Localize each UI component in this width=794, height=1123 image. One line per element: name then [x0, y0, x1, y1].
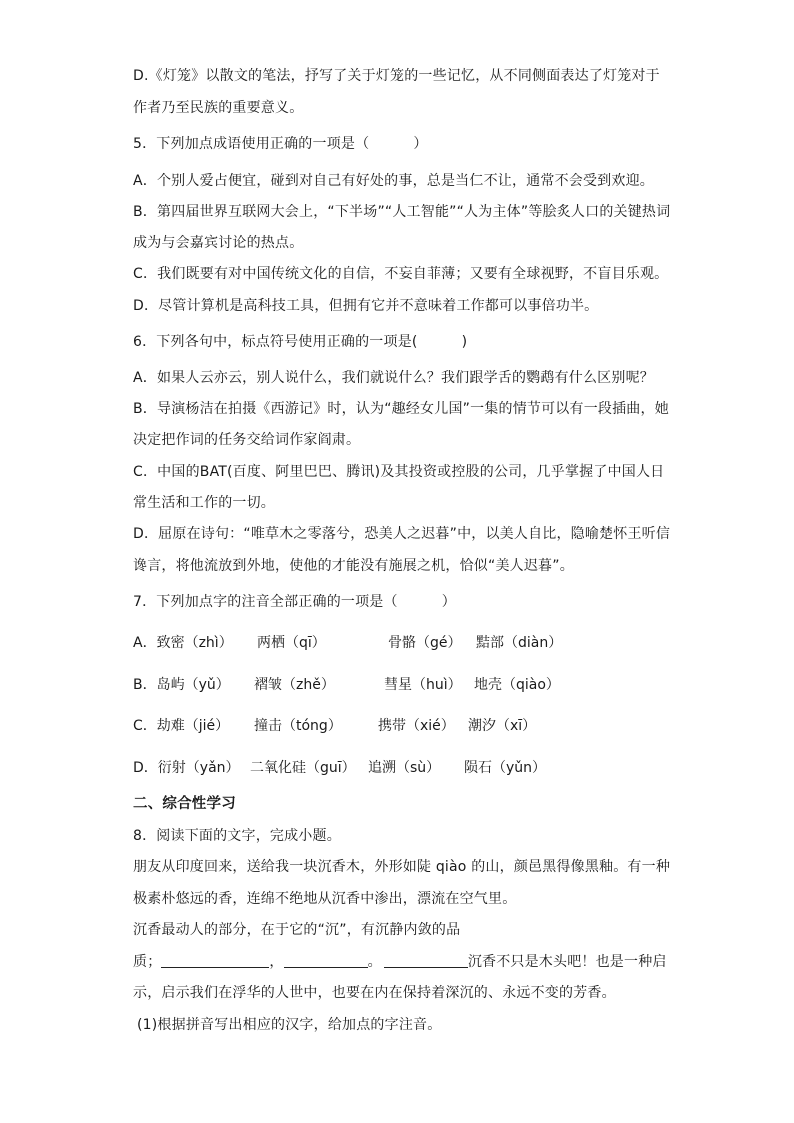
text-line: 决定把作词的任务交给词作家阎肃。: [133, 432, 361, 448]
fill-blank-line: 质； ， 。 沉香不只是木头吧！也是一种启: [133, 954, 667, 970]
option-item: 二氧化硅（guī）: [250, 760, 356, 776]
close-paren: ）: [441, 594, 456, 610]
option-item: C．劫难（jié）: [133, 718, 230, 734]
option-c: C．中国的BAT(百度、阿里巴巴、腾讯)及其投资或控股的公司，几乎掌握了中国人日: [133, 464, 665, 480]
question-5-stem: 5．下列加点成语使用正确的一项是（: [133, 136, 370, 152]
option-item: 潮汐（xī）: [468, 718, 537, 734]
text-line: 示，启示我们在浮华的人世中，也要在内在保持着深沉的、永远不变的芳香。: [133, 985, 616, 1001]
close-paren: ): [461, 334, 468, 350]
sub-question-1: (1)根据拼音写出相应的汉字，给加点的字注音。: [137, 1017, 442, 1033]
question-7-stem: 7．下列加点字的注音全部正确的一项是（: [133, 594, 398, 610]
question-6-stem: 6．下列各句中，标点符号使用正确的一项是(: [133, 334, 418, 350]
question-5: [133, 134, 428, 154]
option-a: A．如果人云亦云，别人说什么，我们就说什么？我们跟学舌的鹦鹉有什么区别呢？: [133, 370, 654, 386]
option-item: 骨骼（gé）: [388, 635, 462, 651]
option-item: 追溯（sù）: [368, 760, 441, 776]
option-item: 陨石（yǔn）: [464, 760, 547, 776]
option-item: 地壳（qiào）: [474, 677, 560, 693]
section-heading: 二、综合性学习: [133, 796, 236, 812]
option-item: B．岛屿（yǔ）: [133, 677, 230, 693]
option-item: 褶皱（zhě）: [254, 677, 335, 693]
option-item: D．衍射（yǎn）: [133, 760, 240, 776]
option-d: D．屈原在诗句：“唯草木之零落兮，恐美人之迟暮”中，以美人自比，隐喻楚怀王听信: [133, 526, 671, 542]
question-8: 8．阅读下面的文字，完成小题。: [133, 828, 341, 844]
close-paren: ）: [413, 136, 428, 152]
option-b: B．第四届世界互联网大会上，“下半场”“人工智能”“人为主体”等脍炙人口的关键热词: [133, 204, 671, 220]
option-item: 彗星（huì）: [384, 677, 462, 693]
blank-2[interactable]: [284, 953, 368, 968]
option-item: 撞击（tóng）: [254, 718, 342, 734]
option-item: 携带（xié）: [378, 718, 455, 734]
text-line: D.《灯笼》以散文的笔法，抒写了关于灯笼的一些记忆，从不同侧面表达了灯笼对于: [133, 68, 660, 84]
blank-3[interactable]: [384, 953, 468, 968]
blank-1[interactable]: [161, 953, 269, 968]
option-b: B．导演杨洁在拍摄《西游记》时，认为“趣经女儿国”一集的情节可以有一段插曲，她: [133, 401, 669, 417]
text-line: 谗言，将他流放到外地，使他的才能没有施展之机，恰似“美人迟暮”。: [133, 558, 574, 574]
text-line: 作者乃至民族的重要意义。: [133, 100, 304, 116]
option-item: A．致密（zhì）: [133, 635, 233, 651]
text-line: 朋友从印度回来，送给我一块沉香木，外形如陡 qiào 的山，颜邑黑得像黑釉。有一种: [133, 859, 671, 875]
option-a: A．个别人爱占便宜，碰到对自己有好处的事，总是当仁不让，通常不会受到欢迎。: [133, 173, 654, 189]
question-7: [133, 592, 456, 612]
text-line: 常生活和工作的一切。: [133, 495, 275, 511]
option-d: D．尽管计算机是高科技工具，但拥有它并不意味着工作都可以事倍功半。: [133, 298, 599, 314]
question-6: [133, 332, 467, 352]
text-line: 沉香最动人的部分，在于它的“沉”，有沉静内敛的品: [133, 922, 461, 938]
option-c: C．我们既要有对中国传统文化的自信，不妄自菲薄；又要有全球视野，不盲目乐观。: [133, 266, 669, 282]
option-item: 黠部（diàn）: [476, 635, 563, 651]
text-line: 极素朴悠远的香，连绵不绝地从沉香中渗出，漂流在空气里。: [133, 891, 517, 907]
text-line: 成为与会嘉宾讨论的热点。: [133, 235, 304, 251]
option-item: 两栖（qī）: [257, 635, 326, 651]
